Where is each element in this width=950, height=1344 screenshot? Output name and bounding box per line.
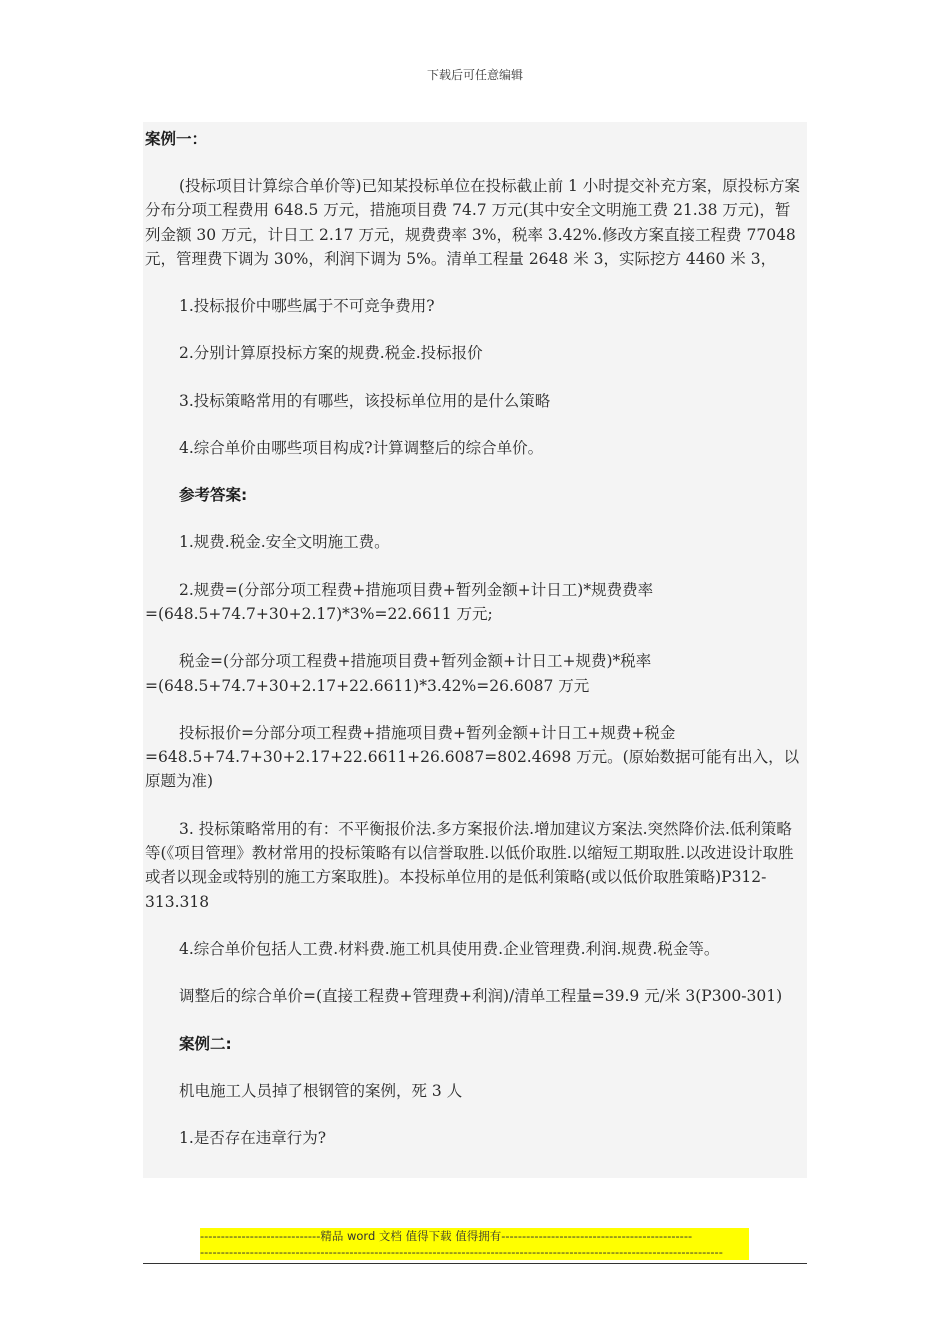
- footer-dashes: ------------------------------------------------------------------------------------------------------------------------------: [200, 1244, 749, 1260]
- answer-4: 4.综合单价包括人工费.材料费.施工机具使用费.企业管理费.利润.规费.税金等。: [179, 939, 720, 958]
- answer-3: 3. 投标策略常用的有：不平衡报价法.多方案报价法.增加建议方案法.突然降价法.低利策略等(《项目管理》教材常用的投标策略有以信誉取胜.以低价取胜.以缩短工期取胜.以改进设计取胜或者以现金或特别的施工方案取胜)。本投标单位用的是低利策略(或以低价取胜策略)P312-313.318: [145, 819, 794, 911]
- answer-2-bid: [145, 721, 805, 794]
- case1-heading: 案例一：: [145, 130, 208, 148]
- question-3: 3.投标策略常用的有哪些，该投标单位用的是什么策略: [179, 391, 551, 410]
- answer-4-calculation: 调整后的综合单价=(直接工程费+管理费+利润)/清单工程量=39.9 元/米 3(P300-301): [179, 987, 783, 1006]
- case2-heading: 案例二:: [179, 1034, 232, 1053]
- question-2: 2.分别计算原投标方案的规费.税金.投标报价: [179, 344, 483, 363]
- answer-2-tax-result: =(648.5+74.7+30+2.17+22.6611)*3.42%=26.6087 万元: [145, 676, 590, 695]
- question-4: 4.综合单价由哪些项目构成?计算调整后的综合单价。: [179, 439, 544, 458]
- question-1: 1.投标报价中哪些属于不可竞争费用?: [179, 297, 435, 316]
- answer-heading: 参考答案:: [179, 486, 248, 505]
- case1-intro: (投标项目计算综合单价等)已知某投标单位在投标截止前 1 小时提交补充方案，原投标方案分布分项工程费用 648.5 万元，措施项目费 74.7 万元(其中安全文明施工费 21.38 万元)，暂列金额 30 万元，计日工 2.17 万元，规费费率 3%，税率 3.42%.修改方案直接工程费 77048 元，管理费下调为 30%，利润下调为 5%。清单工程量 2648 米 3，实际挖方 4460 米 3，: [145, 177, 800, 268]
- answer-2-tax-formula: 税金=(分部分项工程费+措施项目费+暂列金额+计日工+规费)*税率: [179, 652, 652, 671]
- answer-2-tax: [145, 649, 805, 698]
- answer-1: 1.规费.税金.安全文明施工费。: [179, 533, 390, 552]
- answer-2-bid-formula: 投标报价=分部分项工程费+措施项目费+暂列金额+计日工+规费+税金: [179, 723, 676, 742]
- footer-divider: [143, 1263, 807, 1264]
- header-note: 下载后可任意编辑: [426, 68, 523, 82]
- case2-question-1: 1.是否存在违章行为?: [179, 1128, 327, 1147]
- answer-2-bid-result: =648.5+74.7+30+2.17+22.6611+26.6087=802.4698 万元。(原始数据可能有出入，以原题为准): [145, 748, 800, 791]
- case2-intro: 机电施工人员掉了根钢管的案例，死 3 人: [179, 1081, 463, 1100]
- footer-banner: -----------------------------精品 word 文档 值得下载 值得拥有----------------------------------------------: [200, 1228, 749, 1244]
- document-body: [143, 122, 807, 1178]
- answer-2-fee-formula: 2.规费=(分部分项工程费+措施项目费+暂列金额+计日工)*规费费率: [179, 580, 654, 599]
- answer-2-fee-result: =(648.5+74.7+30+2.17)*3%=22.6611 万元;: [145, 604, 493, 623]
- answer-2-fee: [145, 578, 805, 627]
